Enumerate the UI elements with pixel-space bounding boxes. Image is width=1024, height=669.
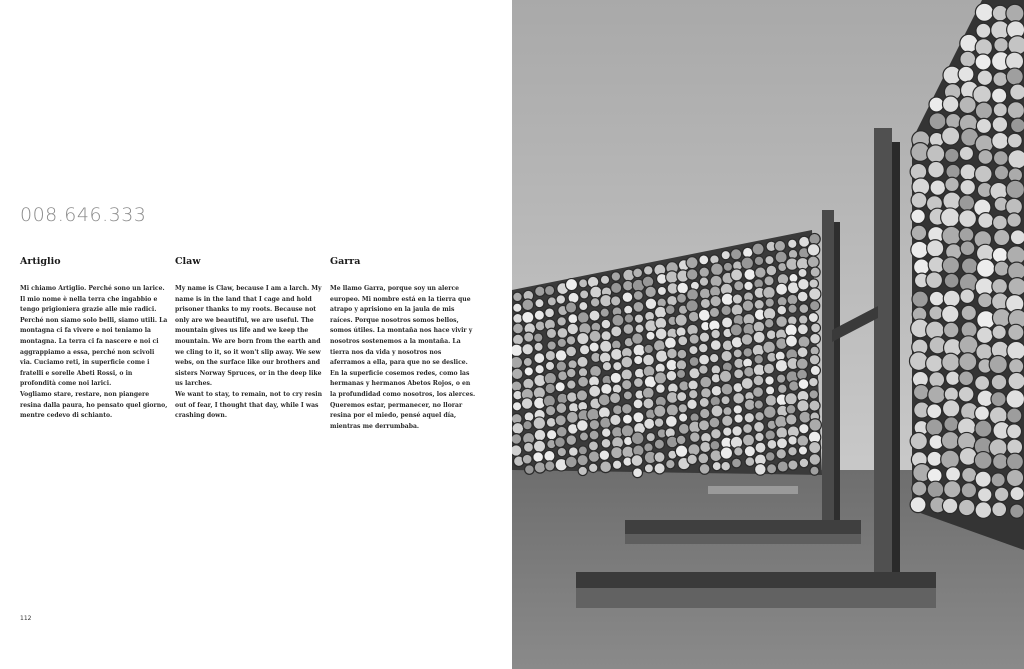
page-number-heading: 008.646.333 (20, 204, 147, 226)
text-column-italian (20, 256, 168, 422)
column-paragraph: Mi chiamo Artiglio. Perché sono un larice. Il mio nome è nella terra che ingabbio e tengo prigioniera grazie alle mie radici. Perché non siamo solo belli, siamo utili. La montagna ci fa vivere e noi teniamo la montagna. La terra ci fa nascere e noi ci aggrappiamo a essa, perché non scivoli via. Cuciamo reti, in superficie come i fratelli e sorelle Abeti Rossi, o in profondità come noi larici. (20, 285, 168, 388)
column-paragraph: Me llamo Garra, porque soy un alerce europeo. Mi nombre está en la tierra que atrapo y aprisiono en la jaula de mis raíces. Porque nosotros somos bellos, somos útiles. La montaña nos hace vivir y nosotros sostenemos a la montaña. La tierra nos da vida y nosotros nos aferramos a ella, para que no se deslice. En la superficie cosemos redes, como las hermanas y hermanos Abetos Rojos, o en la profundidad como nosotros, los alerces. (330, 285, 476, 398)
column-title: Artiglio (20, 256, 61, 267)
column-paragraph: Queremos estar, permanecer, no llorar resina por el miedo, pensé aquel día, mientras me derrumbaba. (330, 401, 463, 430)
folio: 112 (20, 615, 32, 622)
column-paragraph: Vogliamo stare, restare, non piangere resina dalla paura, ho pensato quel giorno, mentre cedevo di schianto. (20, 390, 168, 420)
column-title: Garra (330, 256, 361, 267)
text-column-spanish (330, 256, 478, 432)
column-title: Claw (175, 256, 201, 267)
column-paragraph: My name is Claw, because I am a larch. My name is in the land that I cage and hold prisoner thanks to my roots. Because not only are we beautiful, we are useful. The mountain gives us life and we keep the mountain. We are born from the earth and we cling to it, so it won't slip away. We sew webs, on the surface like our brothers and sisters Norway Spruces, or in the deep like us larches. (175, 285, 322, 388)
log-yard-photo (512, 0, 1024, 669)
column-paragraph: We want to stay, to remain, not to cry resin out of fear, I thought that day, while I was crashing down. (175, 390, 323, 420)
text-column-english (175, 256, 323, 422)
